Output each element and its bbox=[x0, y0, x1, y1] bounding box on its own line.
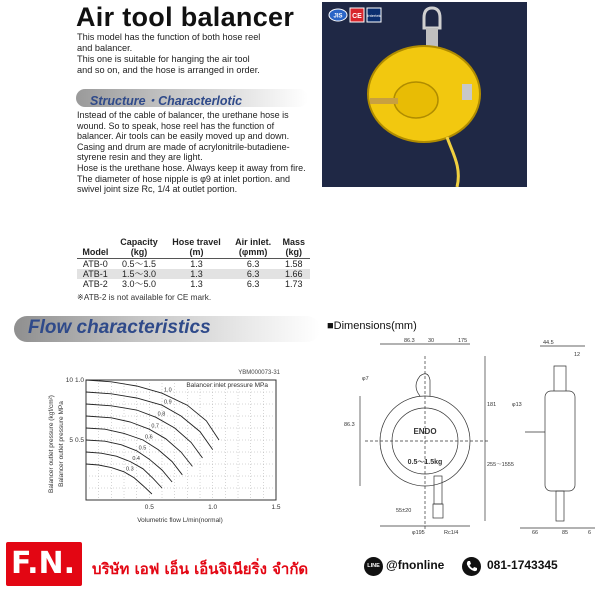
intro-line: This model has the function of both hose reel bbox=[77, 32, 261, 42]
cell-hose-travel: 1.3 bbox=[190, 279, 203, 289]
dim-label: 86.3 bbox=[404, 338, 415, 344]
phone-icon bbox=[462, 557, 481, 576]
spec-table bbox=[77, 237, 310, 289]
cell-hose-travel: 1.3 bbox=[164, 269, 228, 279]
dim-label: 12 bbox=[574, 352, 581, 358]
structure-heading: Structure・Characterlotic bbox=[90, 94, 243, 108]
cell-capacity: 0.5〜1.5 bbox=[122, 259, 157, 269]
series-label: 0.8 bbox=[157, 411, 166, 418]
structure-paragraph: Instead of the cable of balancer, the urethane hose is wound. So to speak, hose reel has the function of balancer. Air tools can be easily moved up and down. bbox=[77, 110, 290, 142]
intro-line: and balancer. bbox=[77, 43, 133, 53]
cell-air-inlet: 6.3 bbox=[246, 259, 260, 269]
cell-air-inlet: 6.3 bbox=[246, 279, 260, 289]
y-tick-label-right: 0.5 bbox=[74, 437, 84, 444]
badge-label: CE bbox=[352, 13, 362, 20]
structure-body bbox=[77, 110, 312, 195]
dim-label: 181 bbox=[487, 402, 497, 408]
badge-label: JIS bbox=[333, 13, 343, 20]
front-fitting-outline bbox=[433, 504, 443, 518]
header-hose-travel: Hose travel (m) bbox=[164, 237, 228, 259]
table-row bbox=[77, 269, 310, 279]
capacity-label: 0.5〜1.5kg bbox=[407, 459, 443, 466]
series-labels bbox=[126, 388, 172, 473]
side-hook-outline bbox=[554, 366, 566, 391]
dim-label: φ13 bbox=[512, 402, 522, 408]
structure-paragraph: The diameter of hose nipple is φ9 at inlet portion. and swivel joint size Rc, 1/4 at outlet portion. bbox=[77, 173, 290, 195]
structure-paragraph: Casing and drum are made of acrylonitrile-butadiene-styrene resin and they are light. bbox=[77, 141, 290, 163]
series-label: 0.4 bbox=[132, 456, 140, 463]
brand-label: ENDO bbox=[413, 427, 437, 436]
dim-label: 86.3 bbox=[344, 422, 355, 428]
structure-paragraph: Hose is the urethane hose. Always keep it away from fire. bbox=[77, 162, 306, 173]
air-balancer-illustration bbox=[322, 2, 527, 187]
series-label: 0.9 bbox=[164, 399, 172, 406]
dim-label: 85 bbox=[562, 530, 569, 536]
side-hose-outline bbox=[556, 491, 564, 521]
header-model: Model bbox=[77, 237, 114, 259]
cell-capacity: 1.5〜3.0 bbox=[114, 269, 165, 279]
spec-table-header-row bbox=[77, 237, 310, 259]
dim-label: φ7 bbox=[362, 376, 369, 382]
dim-label: 55±20 bbox=[396, 508, 412, 514]
cell-mass: 1.66 bbox=[278, 269, 310, 279]
series-label: 0.6 bbox=[145, 434, 153, 441]
front-hook-outline bbox=[416, 374, 430, 396]
inlet-fitting bbox=[370, 98, 398, 104]
series-label: 0.5 bbox=[138, 445, 147, 452]
table-row bbox=[77, 259, 310, 270]
line-id-link[interactable]: @fnonline bbox=[386, 558, 445, 572]
header-air-inlet: Air inlet. (φmm) bbox=[229, 237, 278, 259]
series-label: 0.7 bbox=[151, 423, 159, 430]
dim-label: 44.5 bbox=[543, 340, 554, 346]
x-axis-label: Volumetric flow L/min(normal) bbox=[137, 517, 223, 524]
hose bbox=[447, 137, 458, 187]
header-mass: Mass (kg) bbox=[278, 237, 310, 259]
table-row bbox=[77, 279, 310, 289]
dim-label: 30 bbox=[428, 338, 435, 344]
flow-chart bbox=[40, 366, 290, 526]
cell-capacity: 3.0〜5.0 bbox=[122, 279, 157, 289]
legend-title: Balancer inlet pressure MPa bbox=[186, 382, 268, 389]
phone-number-link[interactable]: 081-1743345 bbox=[487, 558, 558, 572]
cell-hose-travel: 1.3 bbox=[190, 259, 203, 269]
flow-heading: Flow characteristics bbox=[28, 317, 211, 338]
company-name: บริษัท เอฟ เอ็น เอ็นจิเนียริ่ง จำกัด bbox=[92, 560, 309, 578]
side-body-outline bbox=[545, 391, 575, 491]
page-title: Air tool balancer bbox=[76, 2, 295, 32]
dim-label: 6 bbox=[588, 530, 592, 536]
clamp bbox=[462, 84, 472, 100]
dim-label: 175 bbox=[458, 338, 468, 344]
x-tick-label: 1.5 bbox=[271, 504, 281, 511]
series-label: 0.3 bbox=[126, 466, 134, 473]
cell-air-inlet: 6.3 bbox=[229, 269, 278, 279]
dimension-drawing bbox=[340, 336, 600, 536]
dim-label: Rc1/4 bbox=[444, 530, 459, 536]
intro-line: and so on, and the hose is arranged in order. bbox=[77, 65, 260, 75]
dim-label: 255〜1555 bbox=[487, 462, 514, 468]
chart-code: YBM000073-31 bbox=[238, 370, 280, 376]
intro-line: This one is suitable for hanging the air tool bbox=[77, 54, 250, 64]
certification-badges bbox=[329, 8, 381, 22]
product-photo bbox=[322, 2, 527, 187]
hook-icon bbox=[424, 8, 440, 28]
intro-text bbox=[77, 32, 317, 76]
cell-model: ATB-1 bbox=[77, 269, 114, 279]
cell-mass: 1.58 bbox=[285, 259, 303, 269]
badge-label: Intertek bbox=[367, 13, 381, 18]
y-tick-label-left: 10 bbox=[65, 377, 73, 384]
balancer-hub bbox=[394, 82, 438, 118]
header-capacity: Capacity (kg) bbox=[114, 237, 165, 259]
cell-model: ATB-2 bbox=[82, 279, 108, 289]
dim-label: 66 bbox=[532, 530, 539, 536]
front-hose-outline bbox=[434, 476, 442, 504]
line-icon[interactable]: LINE bbox=[364, 557, 383, 576]
axis-ticks bbox=[66, 377, 281, 511]
cell-mass: 1.73 bbox=[285, 279, 303, 289]
y-tick-label-left: 5 bbox=[69, 437, 73, 444]
dimensions-heading: ■Dimensions(mm) bbox=[327, 320, 417, 332]
series-label: 1.0 bbox=[164, 387, 172, 394]
y-tick-label-right: 1.0 bbox=[74, 377, 84, 384]
x-tick-label: 0.5 bbox=[144, 504, 154, 511]
x-tick-label: 1.0 bbox=[208, 504, 218, 511]
y-axis-label-right: Balancer outlet pressure MPa bbox=[58, 401, 65, 487]
y-axis-label-left: Balancer outlet pressure (kgf/cm²) bbox=[48, 395, 55, 493]
series-line bbox=[86, 428, 182, 475]
plot-area bbox=[86, 380, 276, 500]
company-logo-text: F.N. bbox=[11, 546, 75, 581]
spec-table-note: ※ATB-2 is not available for CE mark. bbox=[77, 293, 212, 302]
cell-model: ATB-0 bbox=[82, 259, 108, 269]
dim-label: φ195 bbox=[412, 530, 425, 536]
grid bbox=[86, 380, 276, 500]
